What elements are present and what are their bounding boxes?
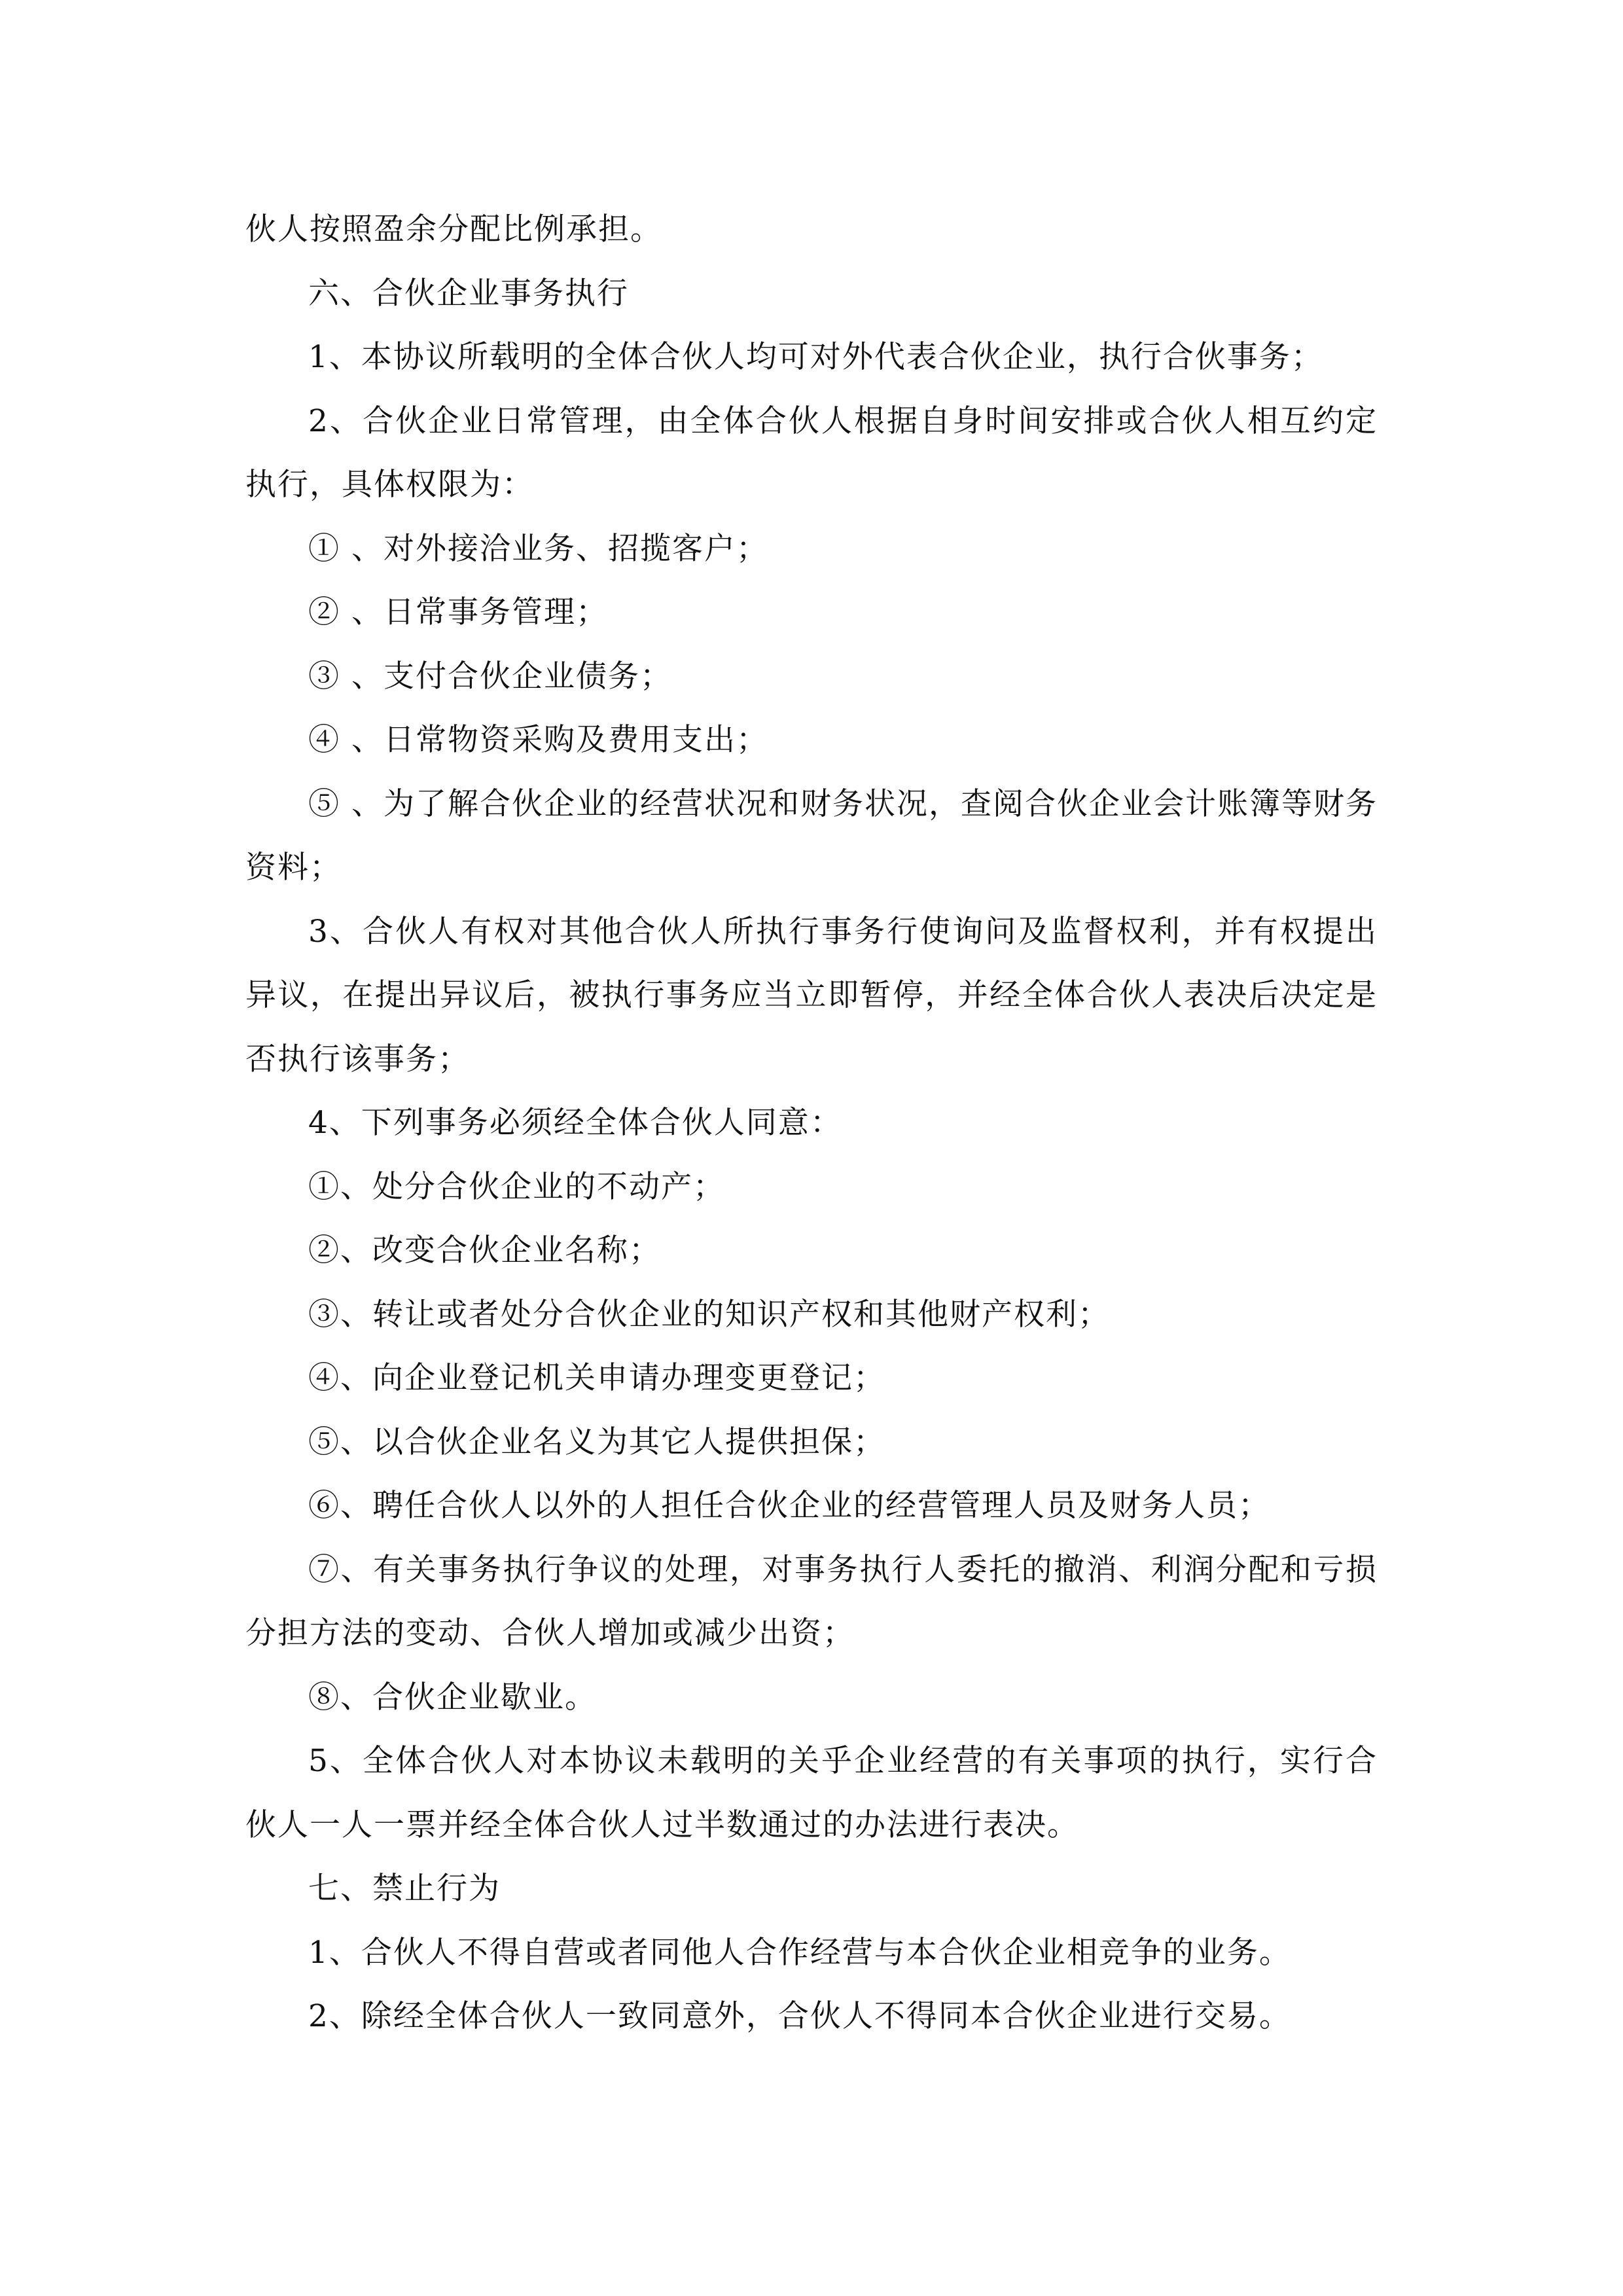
clause-6-3: 3、合伙人有权对其他合伙人所执行事务行使询问及监督权利，并有权提出异议，在提出异议后，被执行事务应当立即暂停，并经全体合伙人表决后决定是否执行该事务； [245, 913, 1378, 1077]
clause-6-4-item-2: ②、改变合伙企业名称； [308, 1232, 661, 1268]
clause-6-4-item-5: ⑤、以合伙企业名义为其它人提供担保； [308, 1424, 885, 1460]
clause-6-2-item-2: ② 、日常事务管理； [308, 594, 608, 630]
section-heading-6: 六、合伙企业事务执行 [308, 275, 629, 312]
clause-6-4-item-6: ⑥、聘任合伙人以外的人担任合伙企业的经营管理人员及财务人员； [308, 1488, 1270, 1524]
clause-6-2: 2、合伙企业日常管理，由全体合伙人根据自身时间安排或合伙人相互约定执行，具体权限为： [245, 403, 1378, 503]
clause-6-4-item-1: ①、处分合伙企业的不动产； [308, 1168, 725, 1205]
clause-6-5: 5、全体合伙人对本协议未载明的关乎企业经营的有关事项的执行，实行合伙人一人一票并经全体合伙人过半数通过的办法进行表决。 [245, 1743, 1378, 1843]
clause-6-2-item-4: ④ 、日常物资采购及费用支出； [308, 722, 768, 758]
clause-7-1: 1、合伙人不得自营或者同他人合作经营与本合伙企业相竞争的业务。 [308, 1934, 1291, 1971]
clause-6-4-item-4: ④、向企业登记机关申请办理变更登记； [308, 1360, 885, 1396]
clause-6-2-item-1: ① 、对外接洽业务、招揽客户； [308, 530, 768, 567]
document-body [245, 198, 1378, 2049]
clause-6-4-item-8: ⑧、合伙企业歇业。 [308, 1679, 597, 1715]
clause-6-1: 1、本协议所载明的全体合伙人均可对外代表合伙企业，执行合伙事务； [308, 339, 1323, 375]
clause-6-4-item-7: ⑦、有关事务执行争议的处理，对事务执行人委托的撤消、利润分配和亏损分担方法的变动、合伙人增加或减少出资； [245, 1551, 1378, 1651]
section-heading-7: 七、禁止行为 [308, 1871, 501, 1907]
clause-6-2-item-5: ⑤ 、为了解合伙企业的经营状况和财务状况，查阅合伙企业会计账簿等财务资料； [245, 785, 1378, 886]
clause-7-2: 2、除经全体合伙人一致同意外，合伙人不得同本合伙企业进行交易。 [308, 1998, 1291, 2034]
paragraph-continuation: 伙人按照盈余分配比例承担。 [245, 211, 662, 247]
clause-6-4: 4、下列事务必须经全体合伙人同意： [308, 1105, 842, 1141]
clause-6-4-item-3: ③、转让或者处分合伙企业的知识产权和其他财产权利； [308, 1296, 1110, 1333]
clause-6-2-item-3: ③ 、支付合伙企业债务； [308, 658, 672, 694]
